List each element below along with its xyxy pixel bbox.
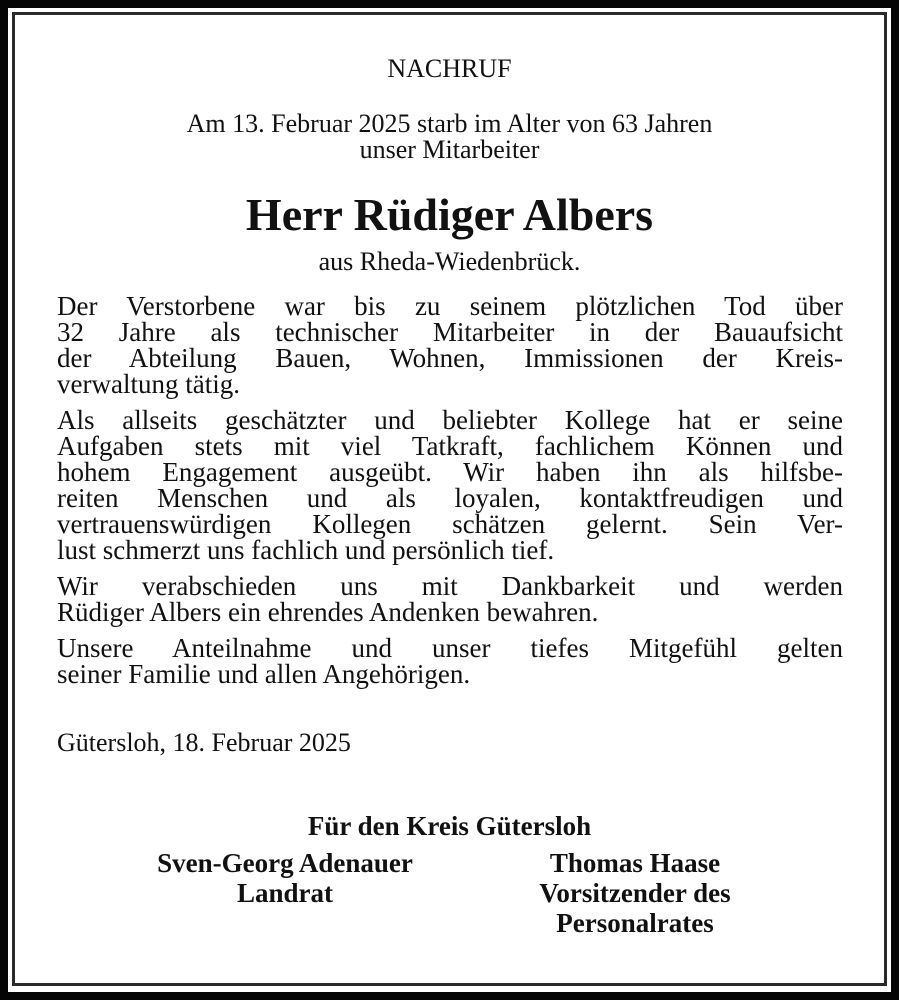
paragraph-line: hohem Engagement ausgeübt. Wir haben ihn als hilfsbe- xyxy=(57,457,843,487)
paragraph-line: Der Verstorbene war bis zu seinem plötzlichen Tod über xyxy=(57,291,843,321)
paragraph-1 xyxy=(57,293,843,397)
signatory-1-name: Sven-Georg Adenauer xyxy=(157,848,413,878)
signatory-2-title-2: Personalrates xyxy=(556,908,714,938)
paragraph-4 xyxy=(57,635,843,687)
deceased-name: Herr Rüdiger Albers xyxy=(245,189,654,240)
paragraph-3 xyxy=(57,573,843,625)
paragraph-line: vertrauenswürdigen Kollegen schätzen gelernt. Sein Ver- xyxy=(57,509,843,539)
paragraph-line: 32 Jahre als technischer Mitarbeiter in der Bauaufsicht xyxy=(57,317,843,347)
obituary-body xyxy=(57,293,843,697)
paragraph-line: Aufgaben stets mit viel Tatkraft, fachlichem Können und xyxy=(57,431,843,461)
paragraph-line: reiten Menschen und als loyalen, kontaktfreudigen und xyxy=(57,483,843,513)
place-date: Gütersloh, 18. Februar 2025 xyxy=(57,728,351,757)
heading: NACHRUF xyxy=(387,54,512,83)
paragraph-line: Als allseits geschätzter und beliebter Kollege hat er seine xyxy=(57,405,843,435)
signatory-2 xyxy=(470,848,800,938)
paragraph-line: Unsere Anteilnahme und unser tiefes Mitgefühl gelten xyxy=(57,633,843,663)
signatory-2-name: Thomas Haase xyxy=(549,848,721,878)
origin: aus Rheda-Wiedenbrück. xyxy=(318,247,581,276)
paragraph-line: seiner Familie und allen Angehörigen. xyxy=(57,659,471,689)
paragraph-line: Rüdiger Albers ein ehrendes Andenken bewahren. xyxy=(57,597,599,627)
paragraph-line: der Abteilung Bauen, Wohnen, Immissionen der Kreis- xyxy=(57,343,843,373)
signatory-2-title: Vorsitzender des xyxy=(539,878,731,908)
signatory-1 xyxy=(100,848,470,908)
signatory-org: Für den Kreis Gütersloh xyxy=(307,811,592,841)
paragraph-line: lust schmerzt uns fachlich und persönlich tief. xyxy=(57,535,555,565)
paragraph-2 xyxy=(57,407,843,563)
paragraph-line: Wir verabschieden uns mit Dankbarkeit und werden xyxy=(57,571,843,601)
intro-line-1: Am 13. Februar 2025 starb im Alter von 63 Jahren xyxy=(186,109,713,138)
intro-line-2: unser Mitarbeiter xyxy=(359,135,540,164)
paragraph-line: verwaltung tätig. xyxy=(57,369,240,399)
signatory-1-title: Landrat xyxy=(236,878,334,908)
